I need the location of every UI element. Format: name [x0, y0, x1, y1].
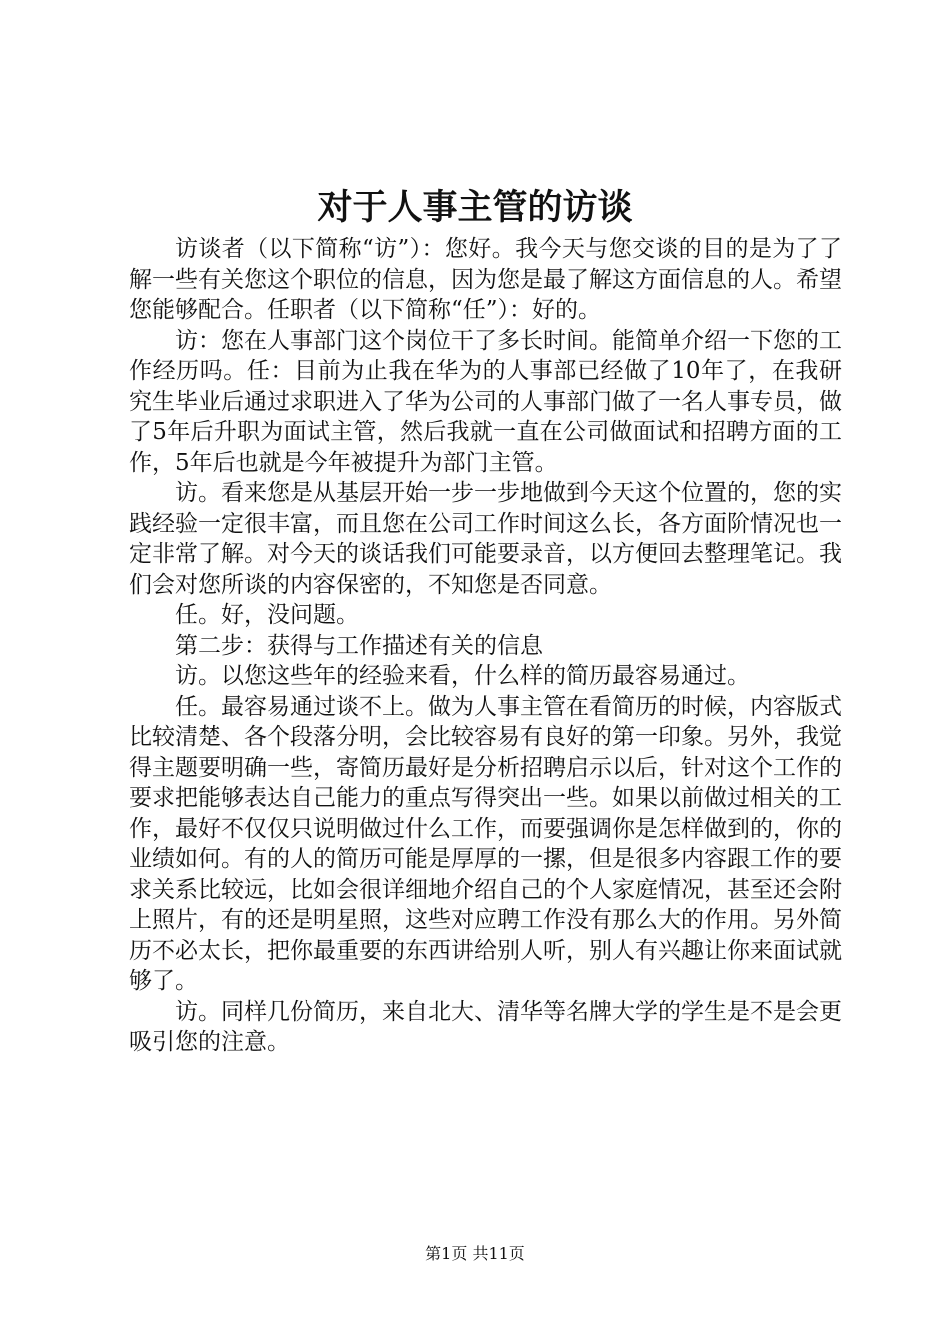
- document-body: [129, 234, 842, 1058]
- paragraph: 访。同样几份简历，来自北大、清华等名牌大学的学生是不是会更吸引您的注意。: [129, 998, 842, 1055]
- paragraph: 任。好，没问题。: [175, 602, 359, 628]
- paragraph: 访：您在人事部门这个岗位干了多长时间。能简单介绍一下您的工作经历吗。任：目前为止我在华为的人事部已经做了10年了，在我研究生毕业后通过求职进入了华为公司的人事部门做了一名人事专员，做了5年后升职为面试主管，然后我就一直在公司做面试和招聘方面的工作，5年后也就是今年被提升为部门主管。: [129, 327, 842, 476]
- paragraph: 访谈者（以下简称“访”）：您好。我今天与您交谈的目的是为了了解一些有关您这个职位的信息，因为您是最了解这方面信息的人。希望您能够配合。任职者（以下简称“任”）：好的。: [129, 236, 842, 323]
- paragraph: 任。最容易通过谈不上。做为人事主管在看简历的时候，内容版式比较清楚、各个段落分明，会比较容易有良好的第一印象。另外，我觉得主题要明确一些，寄简历最好是分析招聘启示以后，针对这个工作的要求把能够表达自己能力的重点写得突出一些。如果以前做过相关的工作，最好不仅仅只说明做过什么工作，而要强调你是怎样做到的，你的业绩如何。有的人的简历可能是厚厚的一摞，但是很多内容跟工作的要求关系比较远，比如会很详细地介绍自己的个人家庭情况，甚至还会附上照片，有的还是明星照，这些对应聘工作没有那么大的作用。另外简历不必太长，把你最重要的东西讲给别人听，别人有兴趣让你来面试就够了。: [129, 693, 842, 994]
- paragraph: 访。看来您是从基层开始一步一步地做到今天这个位置的，您的实践经验一定很丰富，而且您在公司工作时间这么长，各方面阶情况也一定非常了解。对今天的谈话我们可能要录音，以方便回去整理笔记。我们会对您所谈的内容保密的，不知您是否同意。: [129, 480, 842, 598]
- document-title: 对于人事主管的访谈: [317, 187, 633, 228]
- paragraph: 访。以您这些年的经验来看，什么样的简历最容易通过。: [175, 663, 750, 689]
- section-heading: 第二步：获得与工作描述有关的信息: [175, 632, 543, 659]
- page-footer: 第1页 共11页: [425, 1244, 525, 1263]
